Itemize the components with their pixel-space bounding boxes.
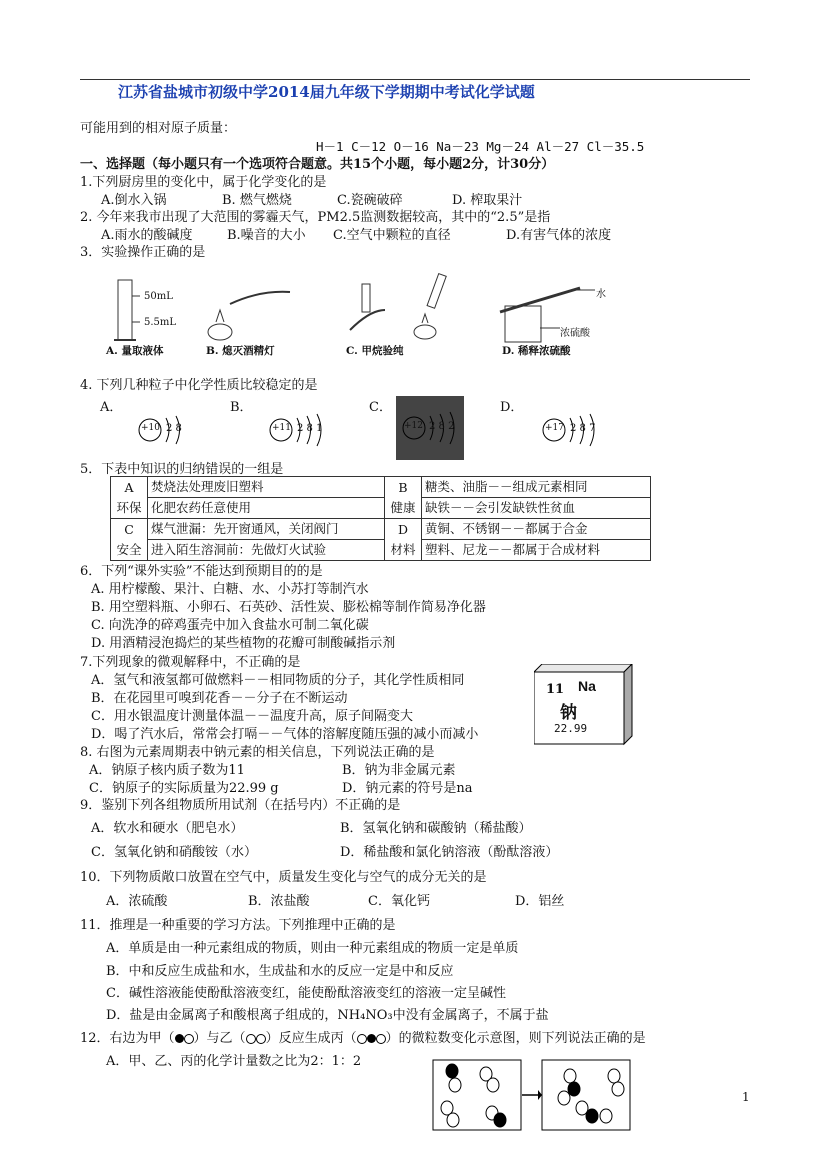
atom-diagram-c — [396, 396, 464, 460]
q9-option-b: B．氢氧化钠和碳酸钠（稀盐酸） — [340, 821, 532, 836]
q1-option-b: B. 燃气燃烧 — [222, 193, 292, 208]
q4-letter-c: C． — [369, 400, 392, 415]
cat-d: D 材料 — [385, 519, 422, 561]
q10-option-b: B．浓盐酸 — [248, 894, 310, 909]
table-row — [111, 519, 651, 540]
q10-option-c: C．氧化钙 — [368, 894, 430, 909]
q3-figure-c: C. 甲烷验纯 — [346, 345, 404, 357]
q3-figure-d: D. 稀释浓硫酸 — [502, 345, 571, 357]
table-cell: 煤气泄漏：先开窗通风，关闭阀门 — [148, 519, 385, 540]
q3-label-5-5ml: 5.5mL — [144, 317, 177, 328]
q6-option-a: A. 用柠檬酸、果汁、白糖、水、小苏打等制汽水 — [91, 582, 369, 597]
particle-reaction-diagram — [432, 1058, 632, 1132]
table-cell: 缺铁－－会引发缺铁性贫血 — [422, 498, 651, 519]
q2-option-b: B.噪音的大小 — [227, 228, 306, 243]
q3-figure-b: B. 熄灭酒精灯 — [206, 345, 275, 357]
question-7: 7.下列现象的微观解释中，不正确的是 — [80, 655, 301, 670]
atom-diagram-a — [136, 412, 192, 452]
question-4: 4. 下列几种粒子中化学性质比较稳定的是 — [80, 378, 318, 393]
atom-b-shells: 2 8 1 — [297, 423, 323, 434]
question-11: 11．推理是一种重要的学习方法。下列推理中正确的是 — [80, 918, 396, 933]
q2-option-c: C.空气中颗粒的直径 — [333, 228, 451, 243]
element-name: 钠 — [560, 703, 577, 723]
q3-figure-a: A. 量取液体 — [106, 345, 164, 357]
q4-letter-b: B． — [230, 400, 253, 415]
table-cell: 焚烧法处理废旧塑料 — [148, 477, 385, 498]
table-cell: 化肥农药任意使用 — [148, 498, 385, 519]
molecule-bing-icon — [357, 1031, 386, 1046]
q8-option-d: D．钠元素的符号是na — [342, 781, 473, 796]
q6-option-d: D. 用酒精浸泡捣烂的某些植物的花瓣可制酸碱指示剂 — [91, 636, 396, 651]
question-2: 2. 今年来我市出现了大范围的雾霾天气，PM2.5监测数据较高，其中的“2.5”是指 — [80, 210, 551, 225]
table-cell: 糖类、油脂－－组成元素相同 — [422, 477, 651, 498]
q7-option-d: D．喝了汽水后，常常会打嗝－－气体的溶解度随压强的减小而减小 — [91, 727, 479, 742]
q1-option-d: D. 榨取果汁 — [452, 193, 523, 208]
page-title: 江苏省盐城市初级中学2014届九年级下学期期中考试化学试题 — [118, 83, 535, 101]
element-number: 11 — [546, 682, 565, 697]
q9-option-a: A．软水和硬水（肥皂水） — [91, 821, 244, 836]
q4-letter-a: A． — [100, 400, 123, 415]
q3-label-50ml: 50mL — [144, 291, 173, 302]
element-mass: 22.99 — [554, 722, 588, 735]
q8-option-b: B．钠为非金属元素 — [342, 763, 456, 778]
atomic-masses: H－1 C－12 O－16 Na－23 Mg－24 Al－27 Cl－35.5 — [316, 139, 645, 154]
atom-diagram-d — [540, 412, 606, 452]
q10-option-a: A．浓硫酸 — [106, 894, 168, 909]
table-cell: 塑料、尼龙－－都属于合成材料 — [422, 540, 651, 561]
q6-option-c: C. 向洗净的碎鸡蛋壳中加入食盐水可制二氧化碳 — [91, 618, 369, 633]
q11-option-a: A．单质是由一种元素组成的物质，则由一种元素组成的物质一定是单质 — [106, 941, 519, 956]
q7-option-b: B．在花园里可嗅到花香－－分子在不断运动 — [91, 691, 348, 706]
q8-option-c: C．钠原子的实际质量为22.99 g — [89, 781, 279, 796]
q2-option-a: A.雨水的酸碱度 — [101, 228, 193, 243]
question-10: 10．下列物质敞口放置在空气中，质量发生变化与空气的成分无关的是 — [80, 870, 487, 885]
q10-option-d: D．铝丝 — [515, 894, 565, 909]
atom-diagram-b — [267, 412, 333, 452]
q11-option-d: D．盐是由金属离子和酸根离子组成的，NH₄NO₃中没有金属离子，不属于盐 — [106, 1008, 549, 1023]
q3-label-water: 水 — [596, 289, 606, 300]
molecule-jia-icon — [175, 1031, 194, 1046]
atom-c-shells: 2 8 2 — [429, 421, 455, 432]
atom-d-nucleus: +17 — [545, 423, 564, 433]
page-number: 1 — [742, 1090, 750, 1104]
element-symbol: Na — [578, 678, 596, 694]
atom-c-nucleus: +12 — [404, 421, 423, 431]
table-row — [111, 498, 651, 519]
q1-option-c: C.瓷碗破碎 — [337, 193, 403, 208]
atom-d-shells: 2 8 7 — [570, 423, 596, 434]
molecule-yi-icon — [246, 1031, 266, 1046]
q12-option-a: A．甲、乙、丙的化学计量数之比为2：1：2 — [106, 1054, 362, 1069]
q4-letter-d: D． — [500, 400, 524, 415]
q8-option-a: A．钠原子核内质子数为11 — [89, 763, 245, 778]
q2-option-d: D.有害气体的浓度 — [506, 228, 612, 243]
table-cell: 进入陌生溶洞前：先做灯火试验 — [148, 540, 385, 561]
q9-option-c: C．氢氧化钠和硝酸铵（水） — [91, 845, 257, 860]
section-heading: 一、选择题（每小题只有一个选项符合题意。共15个小题，每小题2分，计30分） — [80, 157, 555, 172]
q9-option-d: D．稀盐酸和氯化钠溶液（酚酞溶液） — [340, 845, 559, 860]
q7-option-a: A．氢气和液氢都可做燃料－－相同物质的分子，其化学性质相同 — [91, 673, 465, 688]
table-row — [111, 540, 651, 561]
element-card-sodium — [534, 664, 624, 740]
knowledge-table — [110, 476, 651, 561]
atomic-mass-label: 可能用到的相对原子质量： — [80, 121, 237, 136]
atom-a-nucleus: +10 — [141, 423, 160, 433]
question-12: 12．右边为甲（ ）与乙（ ）反应生成丙（ ）的微粒数变化示意图，则下列说法正确的是 — [80, 1031, 646, 1046]
q7-option-c: C．用水银温度计测量体温－－温度升高，原子间隔变大 — [91, 709, 413, 724]
q11-option-c: C．碱性溶液能使酚酞溶液变红，能使酚酞溶液变红的溶液一定呈碱性 — [106, 986, 506, 1001]
question-9: 9．鉴别下列各组物质所用试剂（在括号内）不正确的是 — [80, 798, 401, 813]
cat-a: A 环保 — [111, 477, 148, 519]
question-3: 3．实验操作正确的是 — [80, 245, 206, 260]
q11-option-b: B．中和反应生成盐和水，生成盐和水的反应一定是中和反应 — [106, 964, 454, 979]
question-5: 5．下表中知识的归纳错误的一组是 — [80, 462, 284, 477]
table-row — [111, 477, 651, 498]
cat-c: C 安全 — [111, 519, 148, 561]
question-6: 6．下列“课外实验”不能达到预期目的的是 — [80, 564, 323, 579]
q1-option-a: A.倒水入锅 — [101, 193, 167, 208]
atom-a-shells: 2 8 — [166, 423, 182, 434]
q6-option-b: B. 用空塑料瓶、小卵石、石英砂、活性炭、膨松棉等制作简易净化器 — [91, 600, 486, 615]
cat-b: B 健康 — [385, 477, 422, 519]
q3-label-acid: 浓硫酸 — [560, 328, 590, 339]
table-cell: 黄铜、不锈钢－－都属于合金 — [422, 519, 651, 540]
atom-b-nucleus: +11 — [272, 423, 291, 433]
question-8: 8. 右图为元素周期表中钠元素的相关信息，下列说法正确的是 — [80, 745, 435, 760]
question-1: 1.下列厨房里的变化中，属于化学变化的是 — [80, 175, 327, 190]
